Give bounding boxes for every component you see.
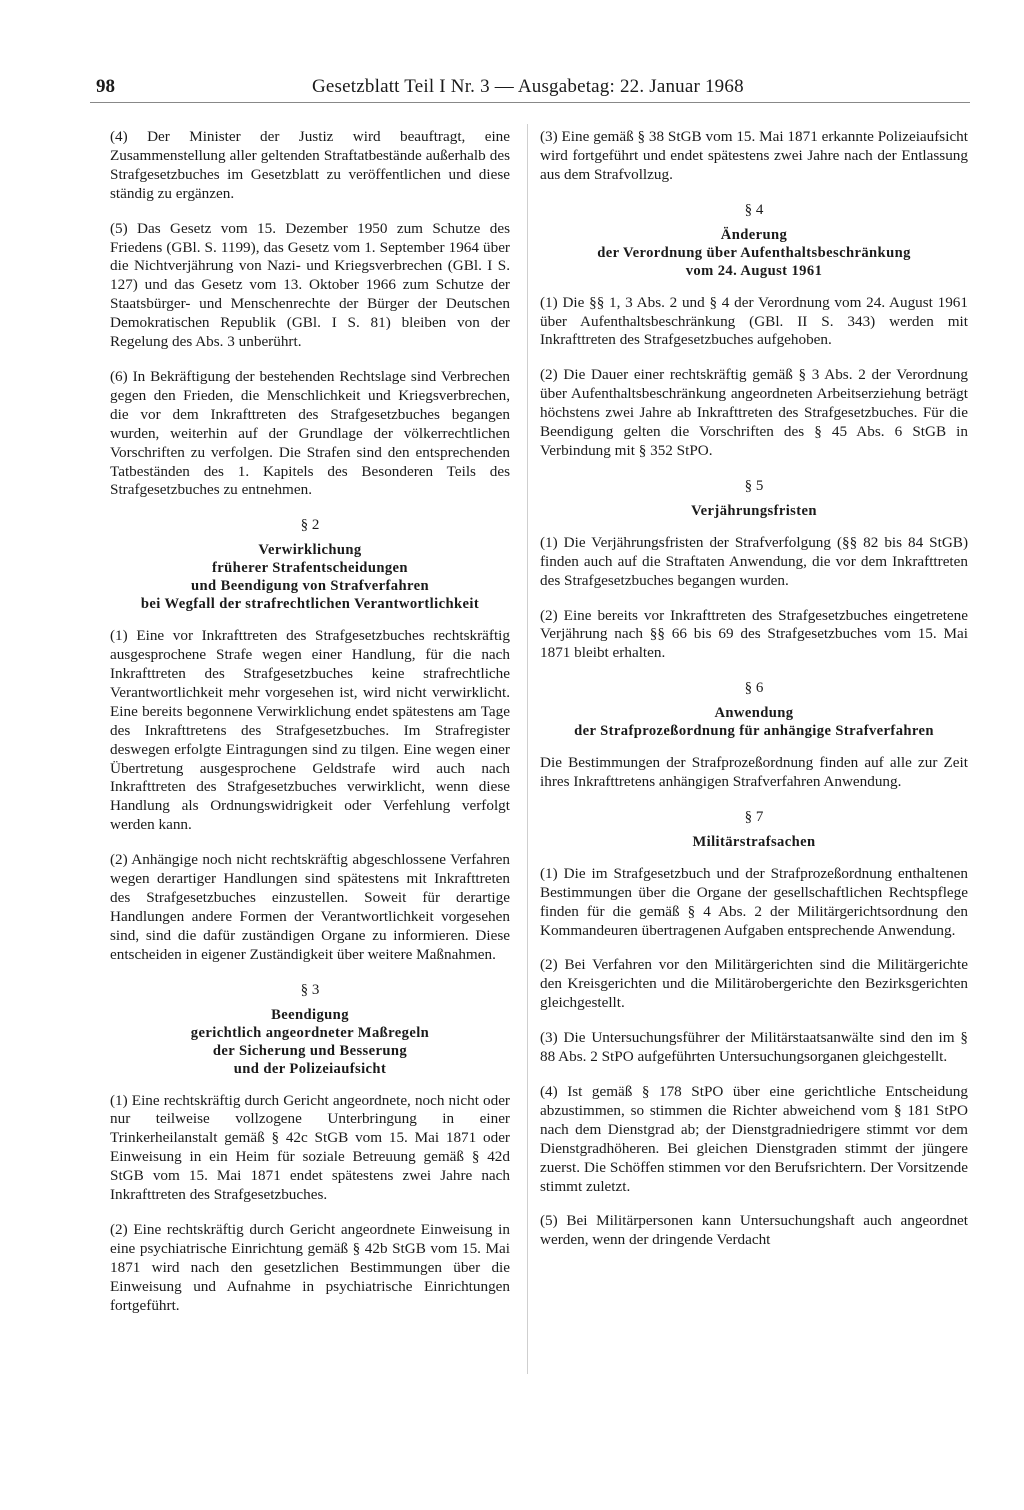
heading-line: und Beendigung von Strafverfahren (191, 578, 429, 595)
paragraph: (1) Die im Strafgesetzbuch und der Strafprozeßordnung enthaltenen Bestimmungen über die Organe der gesellschaftlichen Rechtspflege finden für die gemäß § 4 Abs. 2 der Militärgerichtsordnung den Kommandeuren übertragenen Aufgaben entsprechende Anwendung. (540, 864, 968, 939)
heading-line: Verwirklichung (258, 542, 362, 559)
page-header (90, 72, 970, 103)
paragraph: (5) Das Gesetz vom 15. Dezember 1950 zum Schutze des Friedens (GBl. S. 1199), das Gesetz vom 1. September 1964 über die Nichtverjährung von Nazi- und Kriegsverbrechen (GBl. I S. 127) und das Gesetz vom 13. Oktober 1966 zum Schutze der Staatsbürger- und Menschenrechte der Bürger der Deutschen Demokratischen Republik (GBl. I S. 81) bleiben von der Regelung des Abs. 3 unberührt. (110, 219, 510, 351)
paragraph: (6) In Bekräftigung der bestehenden Rechtslage sind Verbrechen gegen den Frieden, die Menschlichkeit und Kriegsverbrechen, die vor dem Inkrafttreten des Strafgesetzbuches begangen wurden, weiterhin auf der Grundlage der völkerrechtlichen Vorschriften zu verfolgen. Die Strafen sind den entsprechenden Tatbeständen des 1. Kapitels des Besonderen Teils des Strafgesetzbuches zu entnehmen. (110, 367, 510, 499)
heading-line: vom 24. August 1961 (685, 262, 823, 279)
paragraph: (2) Bei Verfahren vor den Militärgerichten sind die Militärgerichte den Kreisgerichten und die Militärobergerichte den Bezirksgerichten gleichgestellt. (540, 956, 968, 1012)
paragraph: (3) Eine gemäß § 38 StGB vom 15. Mai 1871 erkannte Polizeiaufsicht wird fortgeführt und endet spätestens zwei Jahre nach der Entlassung aus dem Strafvollzug. (540, 128, 968, 183)
paragraph: (1) Eine vor Inkrafttreten des Strafgesetzbuches rechtskräftig ausgesprochene Strafe wegen einer Handlung, für die nach Inkrafttreten des Strafgesetzbuches keine strafrechtliche Verantwortlichkeit mehr vorgesehen ist, wird nicht verwirklicht. Eine bereits begonnene Verwirklichung endet spätestens am Tage des Inkrafttretens des Strafgesetzbuches. Im Strafregister deswegen erfolgte Eintragungen sind zu tilgen. Eine wegen einer Übertretung ausgesprochene Geldstrafe wird auch nach Inkrafttreten des Strafgesetzbuches verwirklicht, wenn diese Handlung als Ordnungswidrigkeit oder Verfehlung verfolgt werden kann. (110, 627, 510, 834)
paragraph: (4) Ist gemäß § 178 StPO über eine gerichtliche Entscheidung abzustimmen, so stimmen die Richter abweichend vom § 181 StPO nach dem Dienstgrad ab; der Dienstgradniedrigere stimmt vor dem Dienstgradhöheren. Bei gleichen Dienstgraden stimmt der jüngere zuerst. Die Schöffen stimmen vor den Berufsrichtern. Der Vorsitzende stimmt zuletzt. (540, 1083, 968, 1195)
header-title: Gesetzblatt Teil I Nr. 3 — Ausgabetag: 22. Januar 1968 (312, 76, 744, 97)
heading-line: Verjährungsfristen (691, 502, 817, 519)
heading-line: der Strafprozeßordnung für anhängige Strafverfahren (574, 723, 934, 740)
heading-line: Beendigung (271, 1006, 349, 1023)
section-heading (540, 226, 968, 280)
section-heading (540, 502, 968, 520)
paragraph: (5) Bei Militärpersonen kann Untersuchungshaft auch angeordnet werden, wenn der dringende Verdacht (540, 1212, 968, 1249)
heading-line: Änderung (720, 226, 788, 243)
paragraph: Die Bestimmungen der Strafprozeßordnung finden auf alle zur Zeit ihres Inkrafttretens anhängigen Strafverfahren Anwendung. (540, 754, 968, 791)
paragraph: (3) Die Untersuchungsführer der Militärstaatsanwälte sind den im § 88 Abs. 2 StPO aufgeführten Untersuchungsorganen gleichgestellt. (540, 1029, 968, 1066)
section-number: § 7 (744, 808, 764, 825)
paragraph: (4) Der Minister der Justiz wird beauftragt, eine Zusammenstellung aller geltenden Straftatbestände außerhalb des Strafgesetzbuches im Gesetzblatt zu veröffentlichen und diese ständig zu ergänzen. (110, 128, 510, 202)
left-column (110, 128, 510, 1332)
column-divider (527, 124, 528, 1374)
heading-line: der Sicherung und Besserung (212, 1042, 408, 1059)
heading-line: bei Wegfall der strafrechtlichen Verantwortlichkeit (140, 596, 480, 613)
heading-line: Militärstrafsachen (692, 833, 816, 850)
section-heading (110, 1006, 510, 1078)
paragraph: (1) Die Verjährungsfristen der Strafverfolgung (§§ 82 bis 84 StGB) finden auch auf die Straftaten Anwendung, die vor dem Inkrafttreten des Strafgesetzbuches begangen wurden. (540, 533, 968, 589)
paragraph: (2) Die Dauer einer rechtskräftig gemäß § 3 Abs. 2 der Verordnung über Aufenthaltsbeschränkung angeordneten Arbeitserziehung beträgt höchstens zwei Jahre ab Inkrafttreten des Strafgesetzbuches. Für die Beendigung gelten die Vorschriften des § 45 Abs. 6 StGB in Verbindung mit § 352 StPO. (540, 366, 968, 459)
section-number: § 6 (744, 680, 764, 697)
right-column (540, 128, 968, 1266)
section-number: § 5 (744, 477, 764, 494)
paragraph: (1) Die §§ 1, 3 Abs. 2 und § 4 der Verordnung vom 24. August 1961 über Aufenthaltsbeschränkung (GBl. II S. 343) werden mit Inkrafttreten des Strafgesetzbuches aufgehoben. (540, 293, 968, 349)
heading-line: der Verordnung über Aufenthaltsbeschränkung (597, 244, 911, 261)
heading-line: Anwendung (714, 705, 794, 722)
section-number: § 4 (744, 201, 764, 218)
paragraph: (1) Eine rechtskräftig durch Gericht angeordnete, noch nicht oder nur teilweise vollzogene Unterbringung in einer Trinkerheilanstalt gemäß § 42c StGB vom 15. Mai 1871 oder Einweisung in ein Heim für soziale Betreuung gemäß § 42d StGB vom 15. Mai 1871 endet spätestens zwei Jahre nach Inkrafttreten des Strafgesetzbuches. (110, 1091, 510, 1204)
paragraph: (2) Anhängige noch nicht rechtskräftig abgeschlossene Verfahren wegen derartiger Handlungen sind spätestens mit Inkrafttreten des Strafgesetzbuches einzustellen. Soweit für derartige Handlungen andere Formen der Verantwortlichkeit vorgesehen sind, sind die dafür zuständigen Organe zu informieren. Diese entscheiden in eigener Zuständigkeit über weitere Maßnahmen. (110, 851, 510, 963)
paragraph: (2) Eine rechtskräftig durch Gericht angeordnete Einweisung in eine psychiatrische Einrichtung gemäß § 42b StGB vom 15. Mai 1871 wird nach den gesetzlichen Bestimmungen über die Einweisung und Aufnahme in psychiatrische Einrichtungen fortgeführt. (110, 1220, 510, 1314)
section-heading (110, 541, 510, 613)
section-heading (540, 704, 968, 740)
heading-line: früherer Strafentscheidungen (212, 560, 408, 577)
heading-line: und der Polizeiaufsicht (233, 1060, 387, 1077)
section-number: § 3 (300, 981, 320, 998)
paragraph: (2) Eine bereits vor Inkrafttreten des Strafgesetzbuches eingetretene Verjährung nach §§ 66 bis 69 des Strafgesetzbuches vom 15. Mai 1871 bleibt erhalten. (540, 606, 968, 662)
section-number: § 2 (300, 517, 320, 534)
heading-line: gerichtlich angeordneter Maßregeln (190, 1024, 430, 1041)
section-heading (540, 833, 968, 851)
page-number: 98 (96, 76, 115, 97)
